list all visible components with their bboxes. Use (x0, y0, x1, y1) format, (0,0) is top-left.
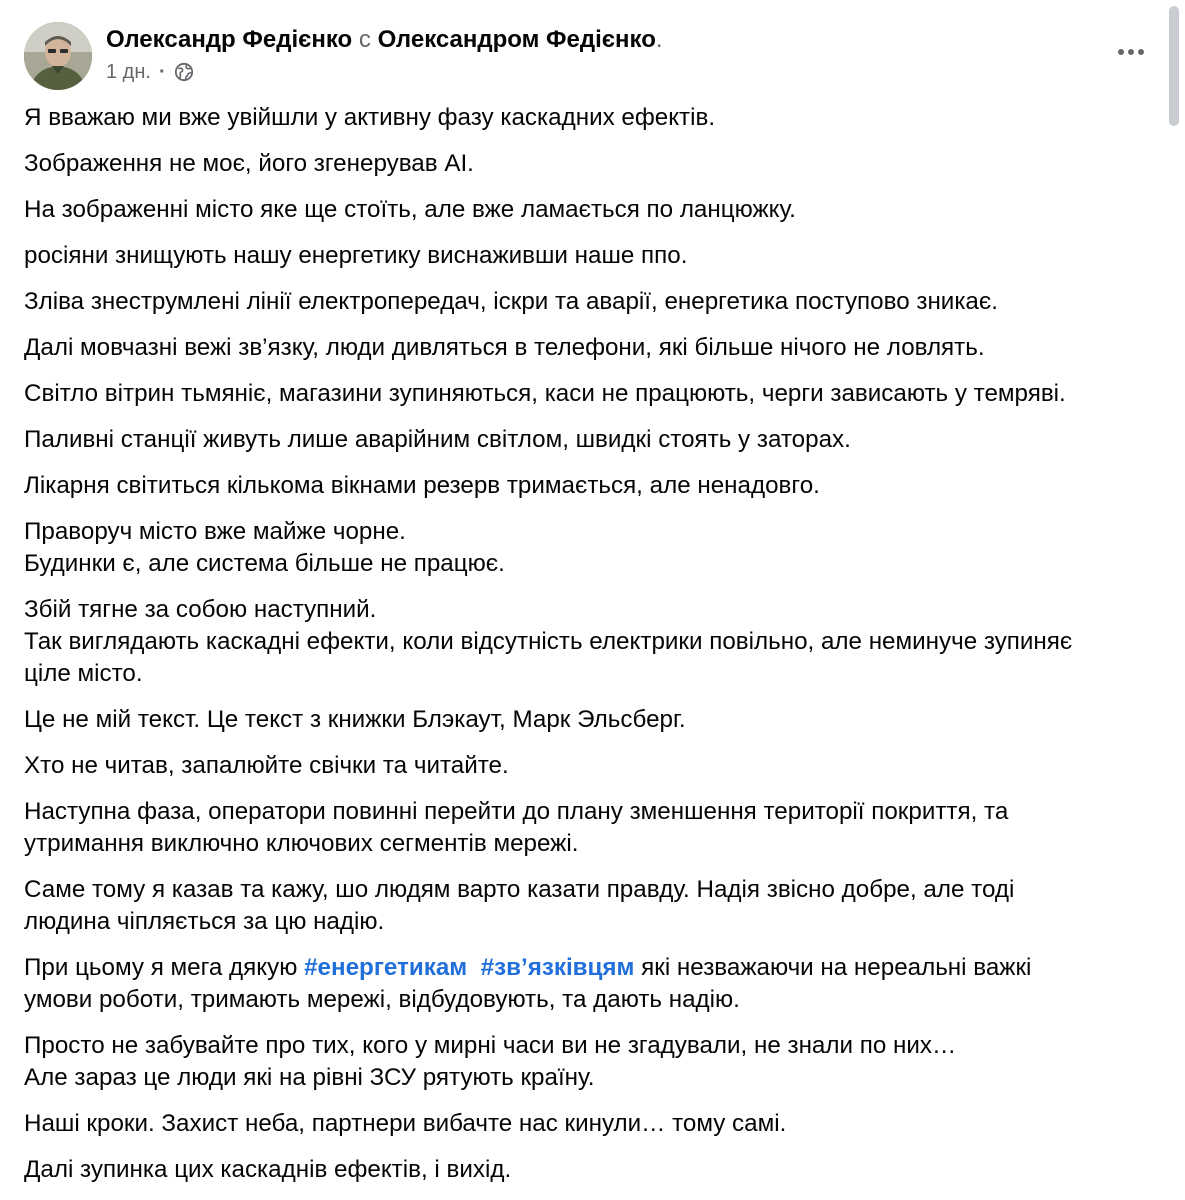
line: Але зараз це люди які на рівні ЗСУ рятують країну. (24, 1064, 595, 1091)
paragraph-1: Я вважаю ми вже увійшли у активну фазу каскадних ефектів. (24, 104, 716, 131)
author-avatar[interactable] (24, 22, 92, 90)
paragraph-truth (24, 874, 1165, 938)
hashtag-link-energetics[interactable]: #енергетикам (304, 954, 468, 981)
line: утримання виключно ключових сегментів мережі. (24, 830, 579, 857)
paragraph-5: Зліва знеструмлені лінії електропередач, іскри та аварії, енергетика поступово зникає. (24, 288, 998, 315)
line: людина чіпляється за цю надію. (24, 908, 385, 935)
more-horizontal-icon (1138, 49, 1144, 55)
paragraph-candles: Хто не читав, запалюйте свічки та читайте. (24, 752, 509, 779)
paragraph-7: Світло вітрин тьмяніє, магазини зупиняються, каси не працюють, черги зависають у темряві. (24, 380, 1066, 407)
line: Так виглядають каскадні ефекти, коли відсутність електрики повільно, але неминуче зупиняє (24, 628, 1073, 655)
post-timestamp[interactable]: 1 дн. (106, 61, 151, 83)
line: ціле місто. (24, 660, 143, 687)
more-horizontal-icon (1118, 49, 1124, 55)
paragraph-8: Паливні станції живуть лише аварійним світлом, швидкі стоять у заторах. (24, 426, 851, 453)
author-line (106, 25, 663, 55)
paragraph-operators (24, 796, 1165, 860)
line: Наступна фаза, оператори повинні перейти до плану зменшення території покриття, та (24, 798, 1009, 825)
line: Саме тому я казав та кажу, шо людям варто казати правду. Надія звісно добре, але тоді (24, 876, 1015, 903)
paragraph-cascade (24, 594, 1165, 690)
paragraph-right-city (24, 516, 1165, 580)
line: Будинки є, але система більше не працює. (24, 550, 505, 577)
paragraph-2: Зображення не моє, його згенерував AI. (24, 150, 474, 177)
paragraph-4: росіяни знищують нашу енергетику виснаживши наше ппо. (24, 242, 688, 269)
paragraph-book: Це не мій текст. Це текст з книжки Блэкаут, Марк Эльсберг. (24, 706, 686, 733)
avatar-photo (24, 22, 92, 90)
line: Праворуч місто вже майже чорне. (24, 518, 406, 545)
post-meta (106, 25, 663, 85)
line: Збій тягне за собою наступний. (24, 596, 377, 623)
paragraph-9: Лікарня світиться кількома вікнами резерв тримається, але ненадовго. (24, 472, 820, 499)
author-name-link[interactable]: Олександр Федієнко (106, 26, 353, 53)
paragraph-remember (24, 1030, 1165, 1094)
post-body (24, 102, 1165, 1200)
more-horizontal-icon (1128, 49, 1134, 55)
with-word: с (358, 26, 371, 53)
text: При цьому я мега дякую (24, 954, 305, 981)
globe-icon[interactable] (174, 62, 194, 82)
period: . (655, 26, 663, 53)
paragraph-steps: Наші кроки. Захист неба, партнери вибачте нас кинули… тому самі. (24, 1110, 787, 1137)
paragraph-last: Далі зупинка цих каскаднів ефектів, і вихід. (24, 1156, 512, 1183)
more-options-button[interactable] (1113, 38, 1149, 66)
scrollbar[interactable] (1169, 6, 1179, 126)
paragraph-6: Далі мовчазні вежі зв’язку, люди дивляться в телефони, які більше нічого не ловлять. (24, 334, 985, 361)
hashtag-link-signalmen[interactable]: #зв’язківцям (480, 954, 635, 981)
paragraph-3: На зображенні місто яке ще стоїть, але вже ламається по ланцюжку. (24, 196, 796, 223)
tagged-person-link[interactable]: Олександром Федієнко (377, 26, 656, 53)
spacer (467, 954, 480, 981)
post-header (24, 22, 1161, 92)
line: Просто не забувайте про тих, кого у мирні часи ви не згадували, не знали по них… (24, 1032, 957, 1059)
separator-dot: · (158, 61, 166, 83)
paragraph-thanks (24, 952, 1165, 1016)
line: умови роботи, тримають мережі, відбудовують, та дають надію. (24, 986, 740, 1013)
text: які незважаючи на нереальні важкі (634, 954, 1032, 981)
time-line (106, 59, 663, 85)
